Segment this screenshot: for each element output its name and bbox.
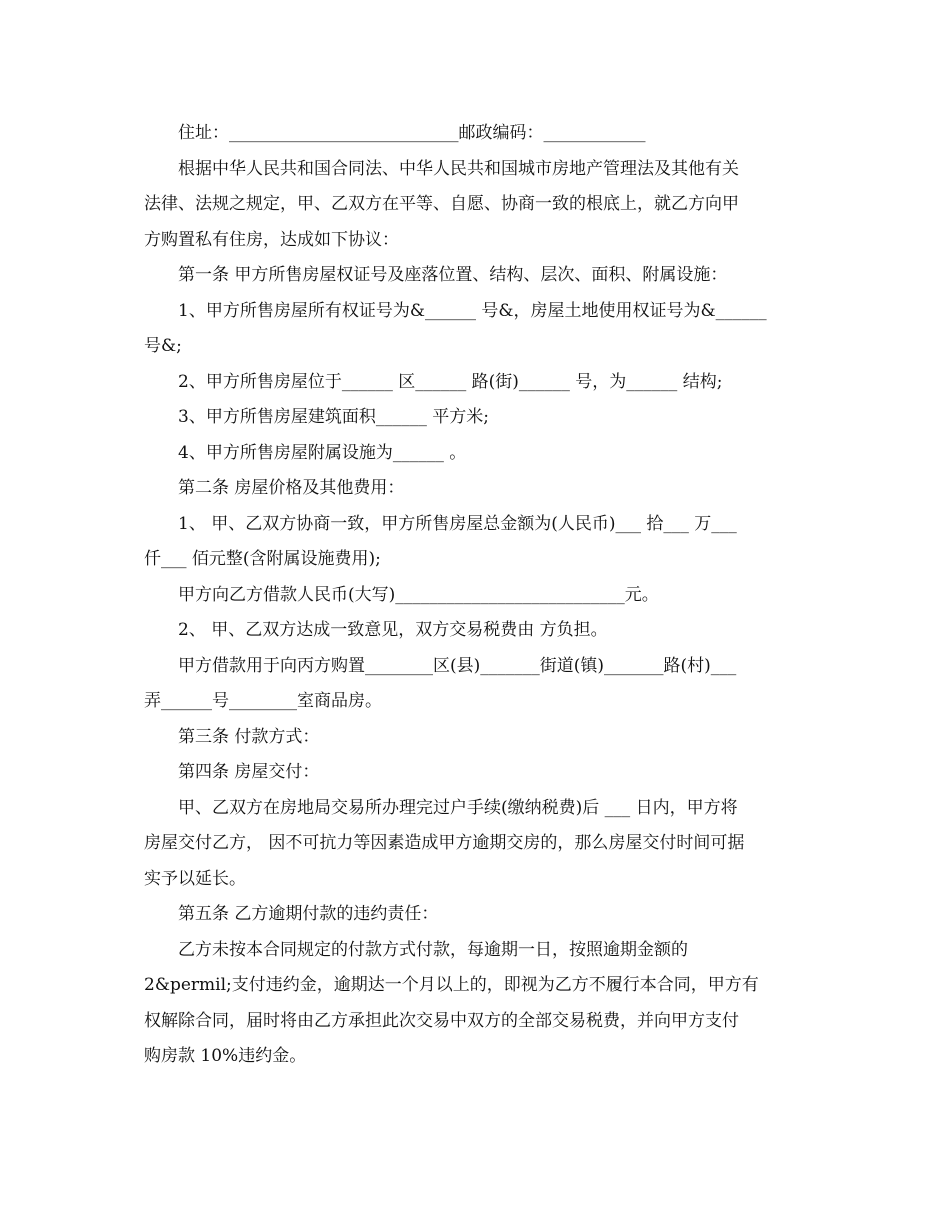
article-heading: 第二条 房屋价格及其他费用： bbox=[178, 478, 405, 498]
clause-line: 1、甲方所售房屋所有权证号为&______ 号&，房屋土地使用权证号为&______ bbox=[178, 300, 767, 321]
clause-line: 甲方向乙方借款人民币(大写)___________________________元。 bbox=[178, 584, 659, 605]
paragraph-line: 方购置私有住房，达成如下协议： bbox=[144, 229, 399, 250]
document-body bbox=[144, 116, 804, 1075]
clause-line: 号&; bbox=[144, 336, 182, 356]
clause-line: 2、甲方所售房屋位于______ 区______ 路(街)______ 号，为______ 结构; bbox=[178, 371, 723, 392]
article-heading: 第一条 甲方所售房屋权证号及座落位置、结构、层次、面积、附属设施： bbox=[178, 265, 728, 285]
clause-line: 甲方借款用于向丙方购置________区(县)_______街道(镇)_______路(村)___ bbox=[178, 655, 737, 676]
article-heading: 第五条 乙方逾期付款的违约责任： bbox=[178, 904, 439, 924]
paragraph-line: 权解除合同，届时将由乙方承担此次交易中双方的全部交易税费，并向甲方支付 bbox=[144, 1010, 739, 1031]
address-line: 住址：___________________________邮政编码：____________ bbox=[178, 123, 646, 143]
clause-line: 2、 甲、乙双方达成一致意见，双方交易税费由 方负担。 bbox=[178, 620, 608, 640]
clause-line: 1、 甲、乙双方协商一致，甲方所售房屋总金额为(人民币)___ 拾___ 万___ bbox=[178, 513, 737, 534]
clause-line: 仟___ 佰元整(含附属设施费用); bbox=[144, 549, 381, 569]
paragraph-line: 乙方未按本合同规定的付款方式付款，每逾期一日，按照逾期金额的 bbox=[178, 939, 688, 960]
clause-line: 弄______号________室商品房。 bbox=[144, 691, 382, 711]
article-heading: 第三条 付款方式： bbox=[178, 726, 320, 747]
clause-line: 4、甲方所售房屋附属设施为______ 。 bbox=[178, 442, 467, 463]
paragraph-line: 甲、乙双方在房地局交易所办理完过户手续(缴纳税费)后 ___ 日内，甲方将 bbox=[178, 797, 738, 818]
paragraph-line: 2&permil;支付违约金，逾期达一个月以上的，即视为乙方不履行本合同，甲方有 bbox=[144, 975, 759, 995]
paragraph-line: 房屋交付乙方， 因不可抗力等因素造成甲方逾期交房的，那么房屋交付时间可据 bbox=[144, 833, 745, 853]
paragraph-line: 法律、法规之规定，甲、乙双方在平等、自愿、协商一致的根底上，就乙方向甲 bbox=[144, 194, 739, 214]
paragraph-line: 根据中华人民共和国合同法、中华人民共和国城市房地产管理法及其他有关 bbox=[178, 158, 739, 179]
clause-line: 3、甲方所售房屋建筑面积______ 平方米; bbox=[178, 407, 489, 427]
article-heading: 第四条 房屋交付： bbox=[178, 762, 320, 782]
paragraph-line: 购房款 10%违约金。 bbox=[144, 1046, 307, 1066]
paragraph-line: 实予以延长。 bbox=[144, 868, 246, 889]
